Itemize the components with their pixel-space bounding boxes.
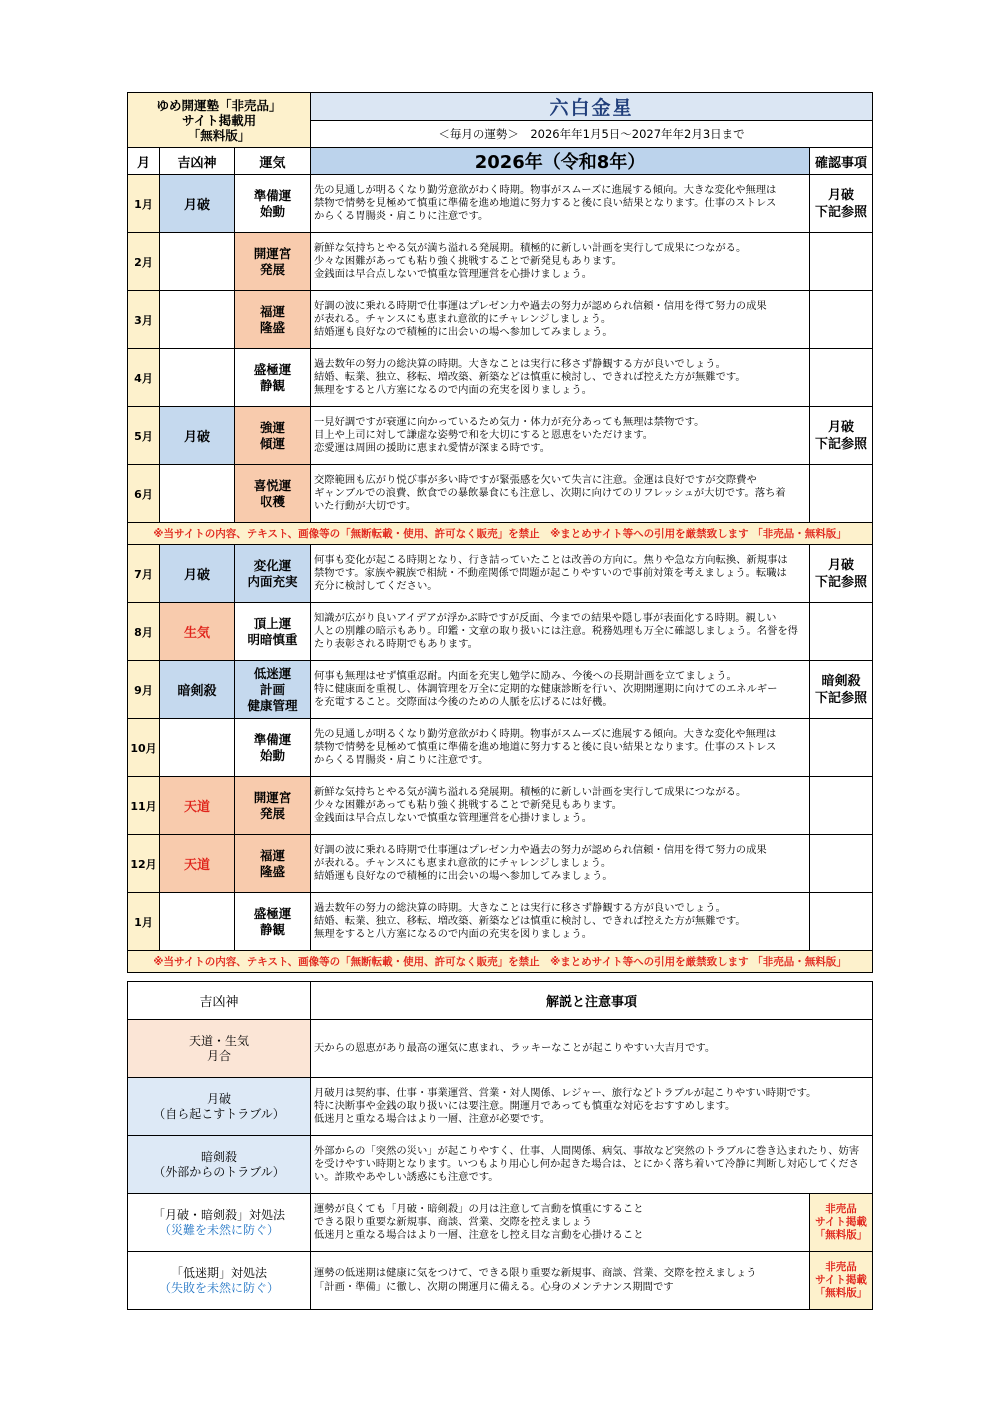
- description-cell: 何事も無理はせず慎重忍耐。内面を充実し勉学に励み、今後への長期計画を立てましょう。 特に健康面を重視し、体調管理を万全に定期的な健康診断を行い、次期開運期に向けてのエネルギー を充電すること。交際面は今後のための人脈を広げるには好機。: [311, 661, 810, 719]
- god-cell: [160, 291, 235, 349]
- confirm-cell-line: 月破: [828, 557, 855, 573]
- confirm-cell-line: 月破: [828, 419, 855, 435]
- luck-cell-line: 低迷運: [253, 665, 292, 681]
- luck-cell-line: 頂上運: [253, 615, 292, 631]
- description-cell: 好調の波に乗れる時期で仕事運はプレゼン力や過去の努力が認められ信頼・信用を得て努力の成果 が表れる。チャンスにも恵まれ意欲的にチャレンジしましょう。 結婚運も良好なので積極的に出会いの場へ参加してみましょう。: [311, 835, 810, 893]
- notice-banner: ※当サイトの内容、テキスト、画像等の「無断転載・使用、許可なく販売」を禁止 ※まとめサイト等への引用を厳禁致します 「非売品・無料版」: [128, 523, 873, 545]
- description-cell: 過去数年の努力の総決算の時期。大きなことは実行に移さず静観する方が良いでしょう。 結婚、転業、独立、移転、増改築、新築などは慎重に検討し、できれば控えた方が無難です。 無理をすると八方塞になるので内面の充実を図りましょう。: [311, 349, 810, 407]
- luck-cell-line: 健康管理: [247, 697, 298, 713]
- confirm-cell: [810, 777, 873, 835]
- confirm-cell-line: 下記参照: [815, 204, 868, 220]
- table-row: [128, 291, 873, 349]
- badge-line: 非売品: [825, 1261, 857, 1273]
- luck-cell-line: 収穫: [260, 493, 286, 509]
- month-cell: 11月: [128, 777, 160, 835]
- god-cell: 天道: [160, 777, 235, 835]
- legend-row: [128, 1078, 873, 1136]
- month-cell: 6月: [128, 465, 160, 523]
- legend-label: 「低迷期」対処法: [170, 1265, 267, 1280]
- legend-table: [127, 981, 873, 1310]
- confirm-cell: [810, 835, 873, 893]
- month-cell: 8月: [128, 603, 160, 661]
- table-row: [128, 465, 873, 523]
- table-row: [128, 835, 873, 893]
- month-cell: 4月: [128, 349, 160, 407]
- god-cell: [160, 349, 235, 407]
- confirm-cell: [810, 291, 873, 349]
- luck-cell-line: 開運宮: [253, 789, 292, 805]
- luck-cell-line: 発展: [260, 805, 286, 821]
- luck-cell-line: 発展: [260, 261, 286, 277]
- year-header: 2026年（令和8年）: [311, 148, 810, 175]
- badge-line: 「無料版」: [814, 1229, 868, 1241]
- legend-description: 天からの恩恵があり最高の運気に恵まれ、ラッキーなことが起こりやすい大吉月です。: [311, 1020, 873, 1078]
- confirm-cell: [810, 175, 873, 233]
- month-cell: 12月: [128, 835, 160, 893]
- table-row: [128, 603, 873, 661]
- header-left-label: [128, 93, 311, 148]
- luck-cell-line: 内面充実: [247, 573, 298, 589]
- legend-description: 運勢の低迷期は健康に気をつけて、できる限り重要な新規事、商談、営業、交際を控えましょう 「計画・準備」に徹し、次期の開運月に備える。心身のメンテナンス期間です: [311, 1252, 810, 1310]
- month-cell: 10月: [128, 719, 160, 777]
- luck-cell: [235, 835, 311, 893]
- legend-description: 運勢が良くても「月破・暗剣殺」の月は注意して言動を慎重にすること できる限り重要な新規事、商談、営業、交際を控えましょう 低迷月と重なる場合はより一層、注意をし控え目な言動を心掛けること: [311, 1194, 810, 1252]
- description-cell: 先の見通しが明るくなり勤労意欲がわく時期。物事がスムーズに進展する傾向。大きな変化や無理は 禁物で情勢を見極めて慎重に準備を進め地道に努力すると後に良い結果となります。仕事のストレス からくる胃腸炎・肩こりに注意です。: [311, 719, 810, 777]
- legend-label: 天道・生気: [188, 1033, 249, 1048]
- legend-label-cell: [128, 1252, 311, 1310]
- luck-cell-line: 盛極運: [253, 361, 292, 377]
- month-cell: 9月: [128, 661, 160, 719]
- description-cell: 一見好調ですが衰運に向かっているため気力・体力が充分あっても無理は禁物です。 目上や上司に対して謙虚な姿勢で和を大切にすると恩恵をいただけます。 恋愛運は周囲の援助に恵まれ愛情が深まる時です。: [311, 407, 810, 465]
- confirm-cell-line: 下記参照: [815, 436, 868, 452]
- luck-cell: [235, 291, 311, 349]
- legend-label: 「月破・暗剣殺」対処法: [152, 1207, 285, 1222]
- legend-row: [128, 1194, 873, 1252]
- god-cell: 月破: [160, 175, 235, 233]
- col-luck-header: 運気: [235, 148, 311, 175]
- header-left-line-2: サイト掲載用: [181, 112, 257, 128]
- description-cell: 何事も変化が起こる時期となり、行き詰っていたことは改善の方向に。焦りや急な方向転換、新規事は 禁物です。家族や親族で相続・不動産関係で問題が起こりやすいので事前対策を考えましょう。転職は 充分に検討してください。: [311, 545, 810, 603]
- table-row: [128, 893, 873, 951]
- confirm-cell: [810, 719, 873, 777]
- luck-cell-line: 強運: [260, 419, 286, 435]
- luck-cell: [235, 465, 311, 523]
- confirm-cell-line: 月破: [828, 187, 855, 203]
- table-row: [128, 407, 873, 465]
- description-cell: 新鮮な気持ちとやる気が満ち溢れる発展期。積極的に新しい計画を実行して成果につながる。 少々な困難があっても粘り強く挑戦することで新発見もあります。 金銭面は早合点しないで慎重な管理運営を心掛けましょう。: [311, 233, 810, 291]
- luck-cell-line: 始動: [260, 747, 286, 763]
- legend-description: 月破月は契約事、仕事・事業運営、営業・対人関係、レジャー、旅行などトラブルが起こりやすい時期です。 特に決断事や金銭の取り扱いには要注意。開運月であっても慎重な対応をおすすめします。 低迷月と重なる場合はより一層、注意が必要です。: [311, 1078, 873, 1136]
- badge-line: 非売品: [825, 1203, 857, 1215]
- legend-description: 外部からの「突然の災い」が起こりやすく、仕事、人間関係、病気、事故など突然のトラブルに巻き込まれたり、妨害 を受けやすい時期となります。いつもより用心し何か起きた場合は、とにかく落ち着いて冷静に判断し対応してくださ い。詐欺やあやしい誘惑にも注意です。: [311, 1136, 873, 1194]
- table-row: [128, 233, 873, 291]
- luck-cell-line: 計画: [260, 681, 286, 697]
- month-cell: 1月: [128, 893, 160, 951]
- legend-header-god: 吉凶神: [128, 982, 311, 1020]
- confirm-cell: [810, 893, 873, 951]
- god-cell: 月破: [160, 545, 235, 603]
- luck-cell: [235, 545, 311, 603]
- monthly-fortune-table: [127, 92, 873, 973]
- description-cell: 先の見通しが明るくなり勤労意欲がわく時期。物事がスムーズに進展する傾向。大きな変化や無理は 禁物で情勢を見極めて慎重に準備を進め地道に努力すると後に良い結果となります。仕事のストレス からくる胃腸炎・肩こりに注意です。: [311, 175, 810, 233]
- luck-cell: [235, 661, 311, 719]
- god-cell: [160, 465, 235, 523]
- legend-label-cell: [128, 1078, 311, 1136]
- luck-cell-line: 静観: [260, 921, 286, 937]
- description-cell: 交際範囲も広がり悦び事が多い時ですが緊張感を欠いて失言に注意。金運は良好ですが交際費や ギャンブルでの浪費、飲食での暴飲暴食にも注意し、次期に向けてのリフレッシュが大切です。落ち着 いた行動が大切です。: [311, 465, 810, 523]
- god-cell: 天道: [160, 835, 235, 893]
- luck-cell-line: 喜悦運: [253, 477, 292, 493]
- free-version-badge: [810, 1252, 873, 1310]
- legend-label: 暗剣殺: [200, 1149, 237, 1164]
- col-month-header: 月: [128, 148, 160, 175]
- legend-label: 月破: [206, 1091, 231, 1106]
- badge-line: サイト掲載: [815, 1274, 867, 1286]
- confirm-cell: [810, 603, 873, 661]
- legend-label-sub: 月合: [206, 1048, 231, 1063]
- description-cell: 過去数年の努力の総決算の時期。大きなことは実行に移さず静観する方が良いでしょう。 結婚、転業、独立、移転、増改築、新築などは慎重に検討し、できれば控えた方が無難です。 無理をすると八方塞になるので内面の充実を図りましょう。: [311, 893, 810, 951]
- luck-cell-line: 始動: [260, 203, 286, 219]
- luck-cell-line: 隆盛: [260, 863, 286, 879]
- god-cell: 月破: [160, 407, 235, 465]
- god-cell: 生気: [160, 603, 235, 661]
- luck-cell-line: 開運宮: [253, 245, 292, 261]
- description-cell: 知識が広がり良いアイデアが浮かぶ時ですが反面、今までの結果や隠し事が表面化する時期。親しい 人との別離の暗示もあり。印鑑・文章の取り扱いには注意。税務処理も万全に確認しましょう。名誉を得 たり表彰される時期でもあります。: [311, 603, 810, 661]
- badge-line: サイト掲載: [815, 1216, 867, 1228]
- legend-label-sub: （失敗を未然に防ぐ）: [158, 1280, 279, 1295]
- luck-cell-line: 変化運: [253, 557, 292, 573]
- luck-cell: [235, 175, 311, 233]
- month-cell: 5月: [128, 407, 160, 465]
- month-cell: 1月: [128, 175, 160, 233]
- luck-cell: [235, 233, 311, 291]
- luck-cell: [235, 777, 311, 835]
- legend-row: [128, 1136, 873, 1194]
- legend-row: [128, 1020, 873, 1078]
- table-row: [128, 777, 873, 835]
- god-cell: [160, 893, 235, 951]
- luck-cell-line: 盛極運: [253, 905, 292, 921]
- date-range: ＜毎月の運勢＞ 2026年年1月5日～2027年年2月3日まで: [311, 121, 873, 148]
- luck-cell: [235, 407, 311, 465]
- month-cell: 7月: [128, 545, 160, 603]
- luck-cell-line: 準備運: [253, 731, 292, 747]
- luck-cell-line: 傾運: [260, 435, 286, 451]
- col-confirm-header: 確認事項: [810, 148, 873, 175]
- confirm-cell: [810, 233, 873, 291]
- header-left-line-1: ゆめ開運塾「非売品」: [156, 97, 282, 113]
- col-god-header: 吉凶神: [160, 148, 235, 175]
- luck-cell: [235, 349, 311, 407]
- badge-line: 「無料版」: [814, 1287, 868, 1299]
- legend-label-cell: [128, 1020, 311, 1078]
- description-cell: 好調の波に乗れる時期で仕事運はプレゼン力や過去の努力が認められ信頼・信用を得て努力の成果 が表れる。チャンスにも恵まれ意欲的にチャレンジしましょう。 結婚運も良好なので積極的に出会いの場へ参加してみましょう。: [311, 291, 810, 349]
- legend-label-sub: （外部からのトラブル）: [153, 1164, 285, 1179]
- luck-cell-line: 福運: [260, 303, 286, 319]
- legend-label-cell: [128, 1194, 311, 1252]
- legend-label-sub: （自ら起こすトラブル）: [153, 1106, 285, 1121]
- confirm-cell: [810, 407, 873, 465]
- confirm-cell-line: 暗剣殺: [821, 673, 861, 689]
- header-left-line-3: 「無料版」: [187, 127, 251, 143]
- luck-cell: [235, 719, 311, 777]
- month-cell: 3月: [128, 291, 160, 349]
- confirm-cell: [810, 465, 873, 523]
- luck-cell: [235, 603, 311, 661]
- confirm-cell: [810, 661, 873, 719]
- confirm-cell-line: 下記参照: [815, 690, 868, 706]
- luck-cell-line: 静観: [260, 377, 286, 393]
- confirm-cell: [810, 545, 873, 603]
- month-cell: 2月: [128, 233, 160, 291]
- luck-cell: [235, 893, 311, 951]
- legend-label-sub: （災難を未然に防ぐ）: [158, 1222, 279, 1237]
- table-row: [128, 175, 873, 233]
- confirm-cell: [810, 349, 873, 407]
- confirm-cell-line: 下記参照: [815, 574, 868, 590]
- legend-header-desc: 解説と注意事項: [311, 982, 873, 1020]
- god-cell: 暗剣殺: [160, 661, 235, 719]
- table-row: [128, 661, 873, 719]
- god-cell: [160, 719, 235, 777]
- description-cell: 新鮮な気持ちとやる気が満ち溢れる発展期。積極的に新しい計画を実行して成果につながる。 少々な困難があっても粘り強く挑戦することで新発見もあります。 金銭面は早合点しないで慎重な管理運営を心掛けましょう。: [311, 777, 810, 835]
- table-row: [128, 545, 873, 603]
- luck-cell-line: 福運: [260, 847, 286, 863]
- legend-label-cell: [128, 1136, 311, 1194]
- free-version-badge: [810, 1194, 873, 1252]
- luck-cell-line: 明暗慎重: [247, 631, 298, 647]
- luck-cell-line: 準備運: [253, 187, 292, 203]
- table-row: [128, 719, 873, 777]
- table-row: [128, 349, 873, 407]
- luck-cell-line: 隆盛: [260, 319, 286, 335]
- legend-row: [128, 1252, 873, 1310]
- god-cell: [160, 233, 235, 291]
- page-title: 六白金星: [311, 93, 873, 121]
- notice-banner: ※当サイトの内容、テキスト、画像等の「無断転載・使用、許可なく販売」を禁止 ※まとめサイト等への引用を厳禁致します 「非売品・無料版」: [128, 951, 873, 973]
